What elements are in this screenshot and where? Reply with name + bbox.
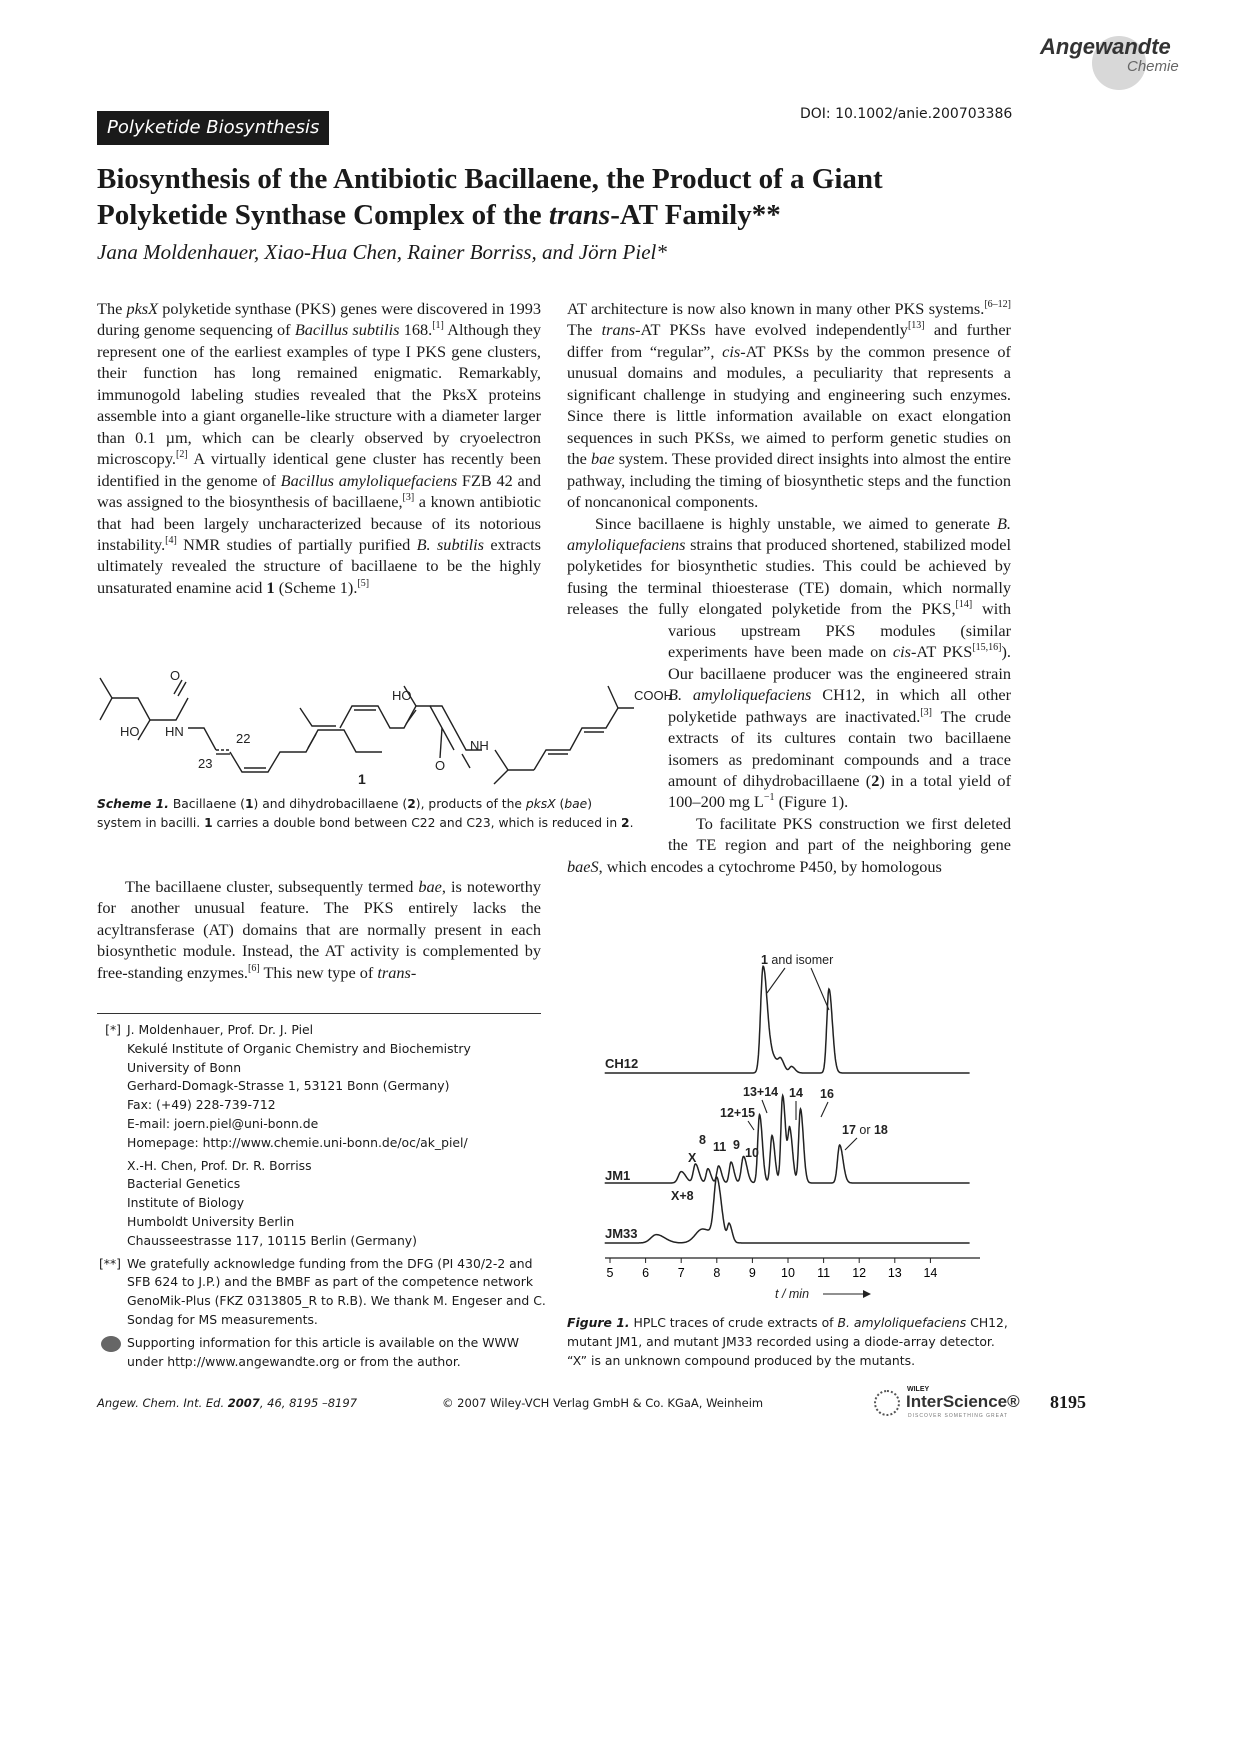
text-run: with various upstream PKS modules (similar experiments have been made on <box>668 599 1011 662</box>
atom-label: O <box>170 668 181 683</box>
reference-citation: [5] <box>357 577 370 589</box>
text-run: Bacillus amyloliquefaciens <box>280 470 458 490</box>
footnote-divider <box>97 1013 541 1014</box>
doi: DOI: 10.1002/anie.200703386 <box>800 106 1013 122</box>
text-run: 1 <box>266 577 275 597</box>
text-run: Although they represent one of the earliest examples of type I PKS gene clusters, their function has long remained enigmatic. Remarkably, immunogold labeling studies revealed that the PksX proteins assemble into a giant organelle-like structure with a diameter larger than 0.1 µm, which can be clearly observed by cryoelectron microscopy. <box>97 320 541 469</box>
reference-citation: [15,16] <box>972 642 1002 654</box>
text-run: To facilitate PKS construction we first deleted the TE region and part of the neighboring gene <box>668 813 1011 855</box>
copyright: © 2007 Wiley-VCH Verlag GmbH & Co. KGaA, Weinheim <box>442 1396 764 1410</box>
x-tick-label: 10 <box>781 1266 795 1280</box>
text-run: bae <box>591 449 615 469</box>
reference-citation: [2] <box>175 449 188 461</box>
caption-text: ( <box>555 797 565 811</box>
peak-label: 12+15 <box>720 1106 756 1120</box>
text-run: trans <box>377 962 411 982</box>
text-run: cis <box>722 341 741 361</box>
text-run: ) in a total yield of 100–200 mg L <box>668 770 1011 812</box>
caption-text: . <box>629 816 634 830</box>
page-number: 8195 <box>1050 1392 1086 1412</box>
interscience-logo <box>870 1386 1045 1420</box>
atom-label: HO <box>120 724 140 739</box>
footnote-line: E-mail: joern.piel@uni-bonn.de <box>127 1115 319 1131</box>
atom-label: 22 <box>236 731 251 746</box>
text-run: NMR studies of partially purified <box>176 534 417 554</box>
text-run: -AT PKS <box>910 642 973 662</box>
caption-text: HPLC traces of crude extracts of <box>629 1315 838 1330</box>
footnote-line: X.-H. Chen, Prof. Dr. R. Borriss <box>127 1157 312 1173</box>
peak-label: 14 <box>789 1086 803 1100</box>
reference-citation: [13] <box>907 320 925 332</box>
peak-label: or <box>855 1123 874 1137</box>
peak-label: 17 <box>842 1123 856 1137</box>
footnote-line: J. Moldenhauer, Prof. Dr. J. Piel <box>127 1022 314 1037</box>
reference-citation: −1 <box>763 792 775 804</box>
text-run: trans <box>601 320 636 340</box>
journal-name: Angew. Chem. Int. Ed. <box>97 1396 228 1410</box>
footnote-line: Humboldt University Berlin <box>127 1213 295 1229</box>
trace-label: JM33 <box>605 1226 638 1241</box>
text-run: ). Our bacillaene producer was the engineered strain <box>668 642 1011 683</box>
text-run: CH12, in which all other polyketide pathways are inactivated. <box>668 685 1012 726</box>
peak-label: 18 <box>873 1123 888 1137</box>
logo-text: WILEY <box>907 1386 930 1393</box>
text-run: The crude extracts of its cultures contain two bacillaene isomers as predominant compounds and a trace amount of dihydrobacillaene ( <box>668 706 1011 790</box>
text-run: baeS <box>567 856 599 876</box>
footnote-line: Homepage: http://www.chemie.uni-bonn.de/oc/ak_piel/ <box>127 1134 468 1150</box>
footnote-line: Bacterial Genetics <box>127 1176 241 1192</box>
reference-citation: [4] <box>165 534 177 546</box>
footnote-line: Fax: (+49) 228-739-712 <box>127 1097 276 1113</box>
footnote-line: University of Bonn <box>127 1059 242 1075</box>
body-left-2 <box>97 876 541 983</box>
text-run: and further differ from “regular”, <box>567 320 1011 361</box>
authors: Jana Moldenhauer, Xiao-Hua Chen, Rainer Borriss, and Jörn Piel* <box>97 240 667 264</box>
trace-jm33 <box>605 1177 970 1243</box>
text-run: FZB 42 and was assigned to the biosynthesis of bacillaene, <box>97 470 541 512</box>
paragraph <box>97 298 541 598</box>
x-tick-label: 7 <box>677 1266 685 1280</box>
text-run: strains that produced shortened, stabilized model polyketides for biosynthetic studies. This could be achieved by fusing the terminal thioesterase (TE) domain, which normally releases the fully elongated polyketide from the PKS, <box>567 534 1011 619</box>
peak-label: and isomer <box>767 953 834 967</box>
peak-label: 1 <box>761 953 768 967</box>
text-run: extracts ultimately revealed the structure of bacillaene to be the highly unsaturated enamine acid <box>97 534 541 597</box>
section-label: Polyketide Biosynthesis <box>97 111 329 145</box>
peak-label: 11 <box>713 1140 727 1154</box>
peak-label: X <box>688 1151 697 1165</box>
logo-text: InterScience® <box>906 1392 1020 1411</box>
text-run: -AT PKSs have evolved independently <box>635 320 908 340</box>
logo-main: Angewandte <box>1040 34 1171 59</box>
footnotes <box>97 1021 547 1371</box>
peak-label: 9 <box>733 1138 740 1152</box>
title-line: Polyketide Synthase Complex of the <box>97 199 549 231</box>
text-run: B. amyloliquefaciens <box>668 685 812 705</box>
caption-text: carries a double bond between C22 and C23, which is reduced in <box>212 816 622 830</box>
reference-citation: [3] <box>920 706 932 718</box>
peak-label: X+8 <box>671 1189 694 1203</box>
text-run: The <box>97 299 127 318</box>
footnote-mark: [*] <box>105 1022 121 1037</box>
journal-year: 2007 <box>227 1396 260 1410</box>
text-run: A virtually identical gene cluster has recently been identified in the genome of <box>97 449 541 490</box>
body-left-1 <box>97 298 541 598</box>
x-tick-label: 11 <box>817 1266 831 1280</box>
compound-number: 1 <box>358 771 366 787</box>
caption-label: Figure 1. <box>567 1315 630 1330</box>
text-run: system. These provided direct insights into almost the entire pathway, including the timing of biosynthetic steps and the function of noncanonical components. <box>567 449 1011 512</box>
atom-label: HN <box>165 724 184 739</box>
caption-text: 1 <box>244 797 254 811</box>
reference-citation: [14] <box>955 599 973 611</box>
text-run: The <box>567 320 602 340</box>
caption-text: 2 <box>407 797 416 811</box>
text-run: B. subtilis <box>416 534 485 554</box>
title-line: Biosynthesis of the Antibiotic Bacillaene, the Product of a Giant <box>97 163 883 195</box>
caption-text: 1 <box>204 816 213 830</box>
text-run: Bacillus subtilis <box>294 320 400 340</box>
article-title <box>97 161 1037 233</box>
trace-label: CH12 <box>605 1056 639 1071</box>
trace-jm1 <box>605 1096 970 1184</box>
paragraph <box>567 298 1011 513</box>
footnote <box>97 1334 547 1372</box>
x-tick-label: 13 <box>887 1266 902 1280</box>
footnote-line: Institute of Biology <box>127 1195 245 1211</box>
text-run: Since bacillaene is highly unstable, we aimed to generate <box>595 513 997 533</box>
reference-citation: [6–12] <box>984 299 1011 310</box>
journal-volume: , 46, 8195 –8197 <box>259 1396 358 1410</box>
caption-text: ) and dihydrobacillaene ( <box>253 797 408 811</box>
x-tick-label: 6 <box>642 1266 650 1280</box>
peak-label: 13+14 <box>743 1085 779 1099</box>
atom-label: NH <box>470 738 489 753</box>
text-run: AT architecture is now also known in many other PKS systems. <box>567 299 985 318</box>
scheme-caption <box>97 795 637 833</box>
reference-citation: [3] <box>402 492 415 504</box>
atom-label: 23 <box>198 756 213 771</box>
reference-citation: [1] <box>432 320 444 332</box>
text-run: (Scheme 1). <box>274 577 358 597</box>
caption-label: Scheme 1. <box>97 797 169 811</box>
x-tick-label: 12 <box>852 1266 867 1280</box>
text-run: bae <box>418 877 442 896</box>
computer-icon <box>101 1336 121 1352</box>
footnote-line: Kekulé Institute of Organic Chemistry and Biochemistry <box>127 1040 471 1056</box>
arrow-head-icon <box>863 1290 871 1298</box>
trace-label: JM1 <box>605 1168 631 1183</box>
title-italic: trans <box>548 199 611 231</box>
trace-ch12 <box>605 966 970 1073</box>
logo-text: DISCOVER SOMETHING GREAT <box>908 1413 1009 1419</box>
atom-label: O <box>435 758 446 773</box>
footnote <box>97 1255 547 1330</box>
journal-logo <box>1010 28 1210 88</box>
footnote-mark: [**] <box>98 1255 121 1271</box>
body-right <box>567 298 1011 877</box>
text-run: cis <box>892 642 911 662</box>
text-run: a known antibiotic that had been largely uncharacterized because of its notorious instability. <box>97 492 541 554</box>
x-tick-label: 8 <box>713 1266 721 1280</box>
caption-text: 2 <box>621 816 630 830</box>
journal-citation <box>97 1396 357 1410</box>
footnote-line: Chausseestrasse 117, 10115 Berlin (Germany) <box>127 1232 417 1248</box>
paragraph <box>97 876 541 983</box>
footnote-line: Supporting information for this article is available on the WWW under http://www.angewandte.org or from the author. <box>127 1334 519 1369</box>
caption-text: B. amyloliquefaciens <box>837 1315 967 1330</box>
atom-label: HO <box>392 688 412 703</box>
text-run: B. amyloliquefaciens <box>567 513 1011 554</box>
svg-text:1 and isomer <box>761 953 833 967</box>
x-tick-label: 14 <box>923 1266 938 1280</box>
caption-text: CH12, mutant JM1, and mutant JM33 recorded using a diode-array detector. “X” is an unknown compound produced by the mutants. <box>567 1315 1008 1368</box>
caption-text: pksX <box>525 797 556 811</box>
caption-text: ) system in bacilli. <box>97 797 593 830</box>
atom-label: COOH <box>634 688 673 703</box>
svg-text:17 or 18 <box>842 1123 888 1137</box>
footnote <box>97 1021 547 1153</box>
peak-label: 10 <box>745 1146 759 1160</box>
reference-citation: [6] <box>248 962 260 974</box>
title-line: -AT Family** <box>610 199 781 231</box>
caption-text: bae <box>564 797 588 811</box>
text-run: polyketide synthase (PKS) genes were discovered in 1993 during genome sequencing of <box>97 299 541 340</box>
footnote-line: We gratefully acknowledge funding from the DFG (PI 430/2-2 and SFB 624 to J.P.) and the BMBF as part of the competence network GenoMik-Plus (FKZ 0313805_R to R.B). We thank M. Engeser and C. Sondag for MS measurements. <box>127 1255 546 1327</box>
text-run: (Figure 1). <box>774 792 849 812</box>
text-run: , which encodes a cytochrome P450, by homologous <box>598 856 942 876</box>
text-run: 2 <box>871 770 880 790</box>
text-run: , is noteworthy for another unusual feature. The PKS entirely lacks the acyltransferase (AT) domains that are normally present in each biosynthetic module. Instead, the AT activity is complemented by free-standing enzymes. <box>97 877 541 982</box>
text-run: pksX <box>126 299 159 318</box>
footnote-line: Gerhard-Domagk-Strasse 1, 53121 Bonn (Germany) <box>127 1078 450 1094</box>
footnote <box>97 1157 547 1251</box>
peak-label: 8 <box>699 1133 706 1147</box>
figure-hplc <box>595 950 1015 1310</box>
peak-label: 16 <box>820 1087 834 1101</box>
text-run: 168. <box>399 320 433 340</box>
logo-sub: Chemie <box>1127 58 1179 75</box>
caption-text: ), products of the <box>415 797 526 811</box>
text-run: The bacillaene cluster, subsequently termed <box>125 877 419 896</box>
caption-text: Bacillaene ( <box>168 797 245 811</box>
x-tick-label: 9 <box>748 1266 756 1280</box>
text-run: This new type of <box>259 962 378 982</box>
text-run: - <box>410 962 417 982</box>
x-axis-label: t / min <box>775 1287 810 1301</box>
footnote-mark <box>97 1334 125 1358</box>
x-tick-label: 5 <box>606 1266 614 1280</box>
figure-caption <box>567 1314 1017 1370</box>
text-run: -AT PKSs by the common presence of unusual domains and modules, a peculiarity that represents a significant challenge in studying and engineering such enzymes. Since there is little information available on exact elongation sequences in such PKSs, we aimed to perform genetic studies on the <box>567 341 1011 469</box>
